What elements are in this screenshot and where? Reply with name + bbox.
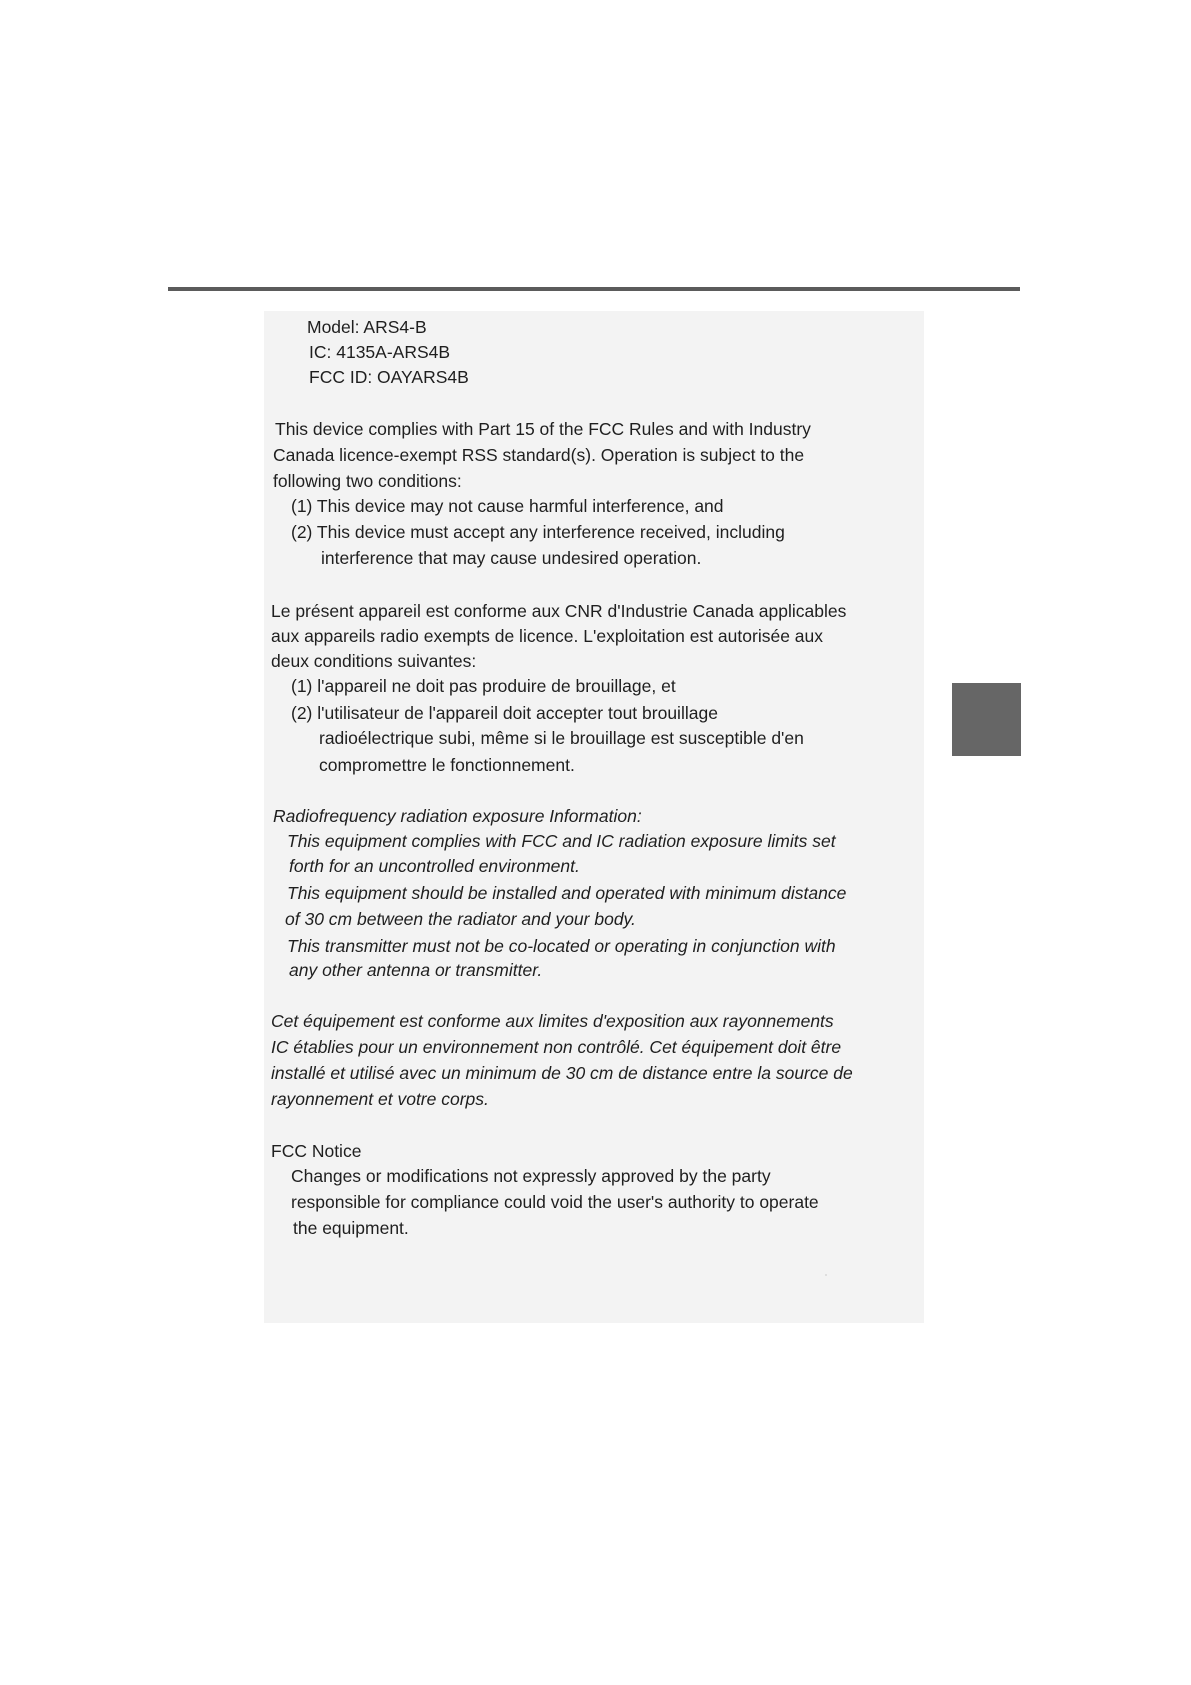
compliance-en-condition: (2) This device must accept any interference received, including [291, 522, 785, 542]
regulatory-label-panel [264, 311, 924, 1323]
compliance-en-condition: interference that may cause undesired operation. [321, 548, 702, 568]
compliance-en-condition: (1) This device may not cause harmful interference, and [291, 496, 724, 516]
fcc-notice-line: responsible for compliance could void the user's authority to operate [291, 1192, 819, 1212]
model-number: Model: ARS4-B [307, 317, 427, 337]
compliance-fr-condition: (1) l'appareil ne doit pas produire de brouillage, et [291, 676, 676, 696]
compliance-fr-line: deux conditions suivantes: [271, 651, 477, 671]
fcc-notice-line: the equipment. [293, 1218, 409, 1238]
compliance-en-line: following two conditions: [273, 471, 462, 491]
rf-exposure-heading: Radiofrequency radiation exposure Information: [273, 806, 642, 826]
fcc-notice-line: Changes or modifications not expressly approved by the party [291, 1166, 771, 1186]
compliance-fr-line: Le présent appareil est conforme aux CNR d'Industrie Canada applicables [271, 601, 847, 621]
compliance-fr-condition: (2) l'utilisateur de l'appareil doit accepter tout brouillage [291, 703, 718, 723]
compliance-fr-condition: radioélectrique subi, même si le brouillage est susceptible d'en [319, 728, 804, 748]
rf-exposure-fr-line: installé et utilisé avec un minimum de 30 cm de distance entre la source de [271, 1063, 853, 1083]
compliance-fr-condition: compromettre le fonctionnement. [319, 755, 575, 775]
fcc-notice-heading: FCC Notice [271, 1141, 362, 1161]
rf-exposure-fr-line: IC établies pour un environnement non contrôlé. Cet équipement doit être [271, 1037, 842, 1057]
compliance-en-line: This device complies with Part 15 of the FCC Rules and with Industry [275, 419, 811, 439]
rf-exposure-en-line: This equipment complies with FCC and IC radiation exposure limits set [287, 831, 836, 851]
fcc-id: FCC ID: OAYARS4B [309, 367, 469, 387]
rf-exposure-en-line: This transmitter must not be co-located or operating in conjunction with [287, 936, 836, 956]
rf-exposure-fr-line: Cet équipement est conforme aux limites d'exposition aux rayonnements [271, 1011, 834, 1031]
section-tab-marker [952, 683, 1021, 756]
ic-number: IC: 4135A-ARS4B [309, 342, 451, 362]
compliance-fr-line: aux appareils radio exempts de licence. L'exploitation est autorisée aux [271, 626, 824, 646]
header-rule [168, 287, 1020, 291]
rf-exposure-en-line: any other antenna or transmitter. [289, 960, 543, 980]
scan-speck [825, 1274, 827, 1276]
compliance-en-line: Canada licence-exempt RSS standard(s). Operation is subject to the [273, 445, 805, 465]
rf-exposure-en-line: of 30 cm between the radiator and your body. [285, 909, 636, 929]
rf-exposure-en-line: forth for an uncontrolled environment. [289, 856, 580, 876]
rf-exposure-fr-line: rayonnement et votre corps. [271, 1089, 489, 1109]
rf-exposure-en-line: This equipment should be installed and operated with minimum distance [287, 883, 847, 903]
